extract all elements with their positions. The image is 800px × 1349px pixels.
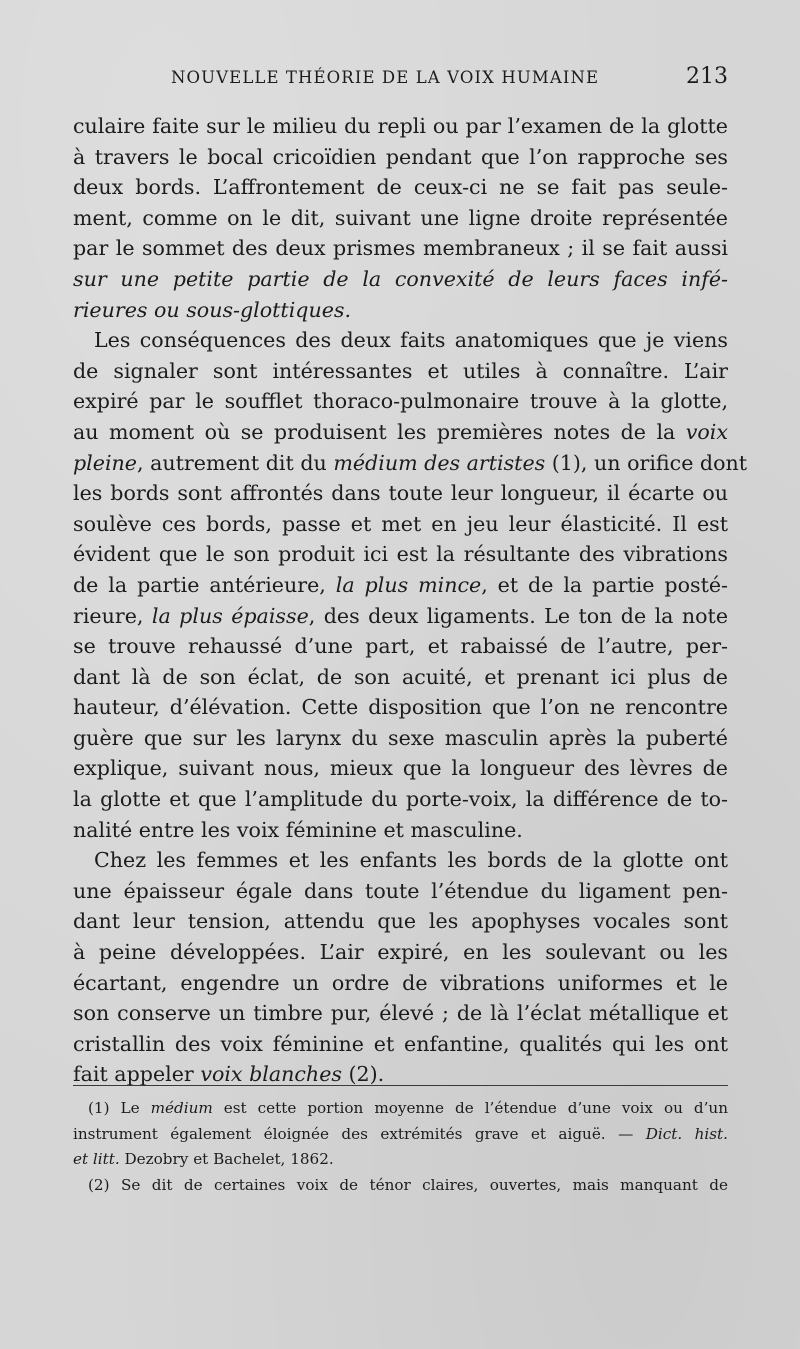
- running-head: [73, 64, 728, 94]
- footnote-2: (2) Se dit de certaines voix de ténor claires, ouvertes, mais manquant de: [88, 1175, 728, 1194]
- text-line: par le sommet des deux prismes membraneux ; il se fait aussi: [73, 236, 728, 261]
- text-line: fait appeler voix blanches (2).: [73, 1062, 385, 1087]
- text-line: deux bords. L’affrontement de ceux-ci ne se fait pas seule-: [73, 175, 728, 200]
- running-title: NOUVELLE THÉORIE DE LA VOIX HUMAINE: [171, 68, 600, 87]
- text-line: guère que sur les larynx du sexe masculin après la puberté: [73, 725, 728, 750]
- text-line: à peine développées. L’air expiré, en les soulevant ou les: [73, 940, 728, 965]
- text-line: dant leur tension, attendu que les apophyses vocales sont: [73, 909, 728, 934]
- text-line: se trouve rehaussé d’une part, et rabaissé de l’autre, per-: [73, 634, 728, 659]
- text-line: de signaler sont intéressantes et utiles à connaître. L’air: [73, 358, 728, 383]
- page-number: 213: [686, 64, 728, 89]
- text-line: rieure, la plus épaisse, des deux ligaments. Le ton de la note: [73, 603, 729, 628]
- text-line: explique, suivant nous, mieux que la longueur des lèvres de: [73, 756, 728, 781]
- text-line: hauteur, d’élévation. Cette disposition que l’on ne rencontre: [73, 695, 728, 720]
- text-line: dant là de son éclat, de son acuité, et prenant ici plus de: [73, 664, 728, 689]
- text-line: cristallin des voix féminine et enfantine, qualités qui les ont: [73, 1031, 728, 1056]
- text-line: pleine, autrement dit du médium des artistes (1), un orifice dont: [73, 450, 748, 475]
- footnote-line: instrument également éloignée des extrémités grave et aiguë. — Dict. hist.: [73, 1124, 728, 1143]
- text-line: ment, comme on le dit, suivant une ligne droite représentée: [73, 205, 728, 230]
- paragraph-start-line: Chez les femmes et les enfants les bords de la glotte ont: [94, 848, 728, 873]
- text-line: les bords sont affrontés dans toute leur longueur, il écarte ou: [73, 481, 728, 506]
- text-line: nalité entre les voix féminine et masculine.: [73, 817, 523, 842]
- text-line: la glotte et que l’amplitude du porte-voix, la différence de to-: [73, 787, 728, 812]
- text-line: expiré par le soufflet thoraco-pulmonaire trouve à la glotte,: [73, 389, 728, 414]
- text-line: soulève ces bords, passe et met en jeu leur élasticité. Il est: [73, 511, 728, 536]
- text-line: au moment où se produisent les premières notes de la voix: [73, 419, 728, 444]
- text-line: de la partie antérieure, la plus mince, et de la partie posté-: [73, 572, 728, 597]
- body-text: [73, 111, 748, 1090]
- text-line: son conserve un timbre pur, élevé ; de là l’éclat métallique et: [73, 1001, 728, 1026]
- text-line: évident que le son produit ici est la résultante des vibrations: [73, 542, 728, 567]
- footnote-1: (1) Le médium est cette portion moyenne de l’étendue d’une voix ou d’un: [88, 1099, 728, 1117]
- text-line-italic: rieures ou sous-glottiques.: [73, 297, 352, 322]
- footnote-divider: [73, 1085, 728, 1086]
- text-line: à travers le bocal cricoïdien pendant que l’on rapproche ses: [73, 144, 728, 169]
- text-line-italic: sur une petite partie de la convexité de leurs faces infé-: [73, 266, 728, 291]
- text-line: culaire faite sur le milieu du repli ou par l’examen de la glotte: [73, 114, 728, 138]
- footnotes: [73, 1096, 728, 1198]
- text-line: écartant, engendre un ordre de vibrations uniformes et le: [73, 970, 728, 995]
- paragraph-start-line: Les conséquences des deux faits anatomiques que je viens: [94, 328, 728, 353]
- footnote-line: et litt. Dezobry et Bachelet, 1862.: [73, 1150, 334, 1168]
- text-line: une épaisseur égale dans toute l’étendue du ligament pen-: [73, 878, 728, 903]
